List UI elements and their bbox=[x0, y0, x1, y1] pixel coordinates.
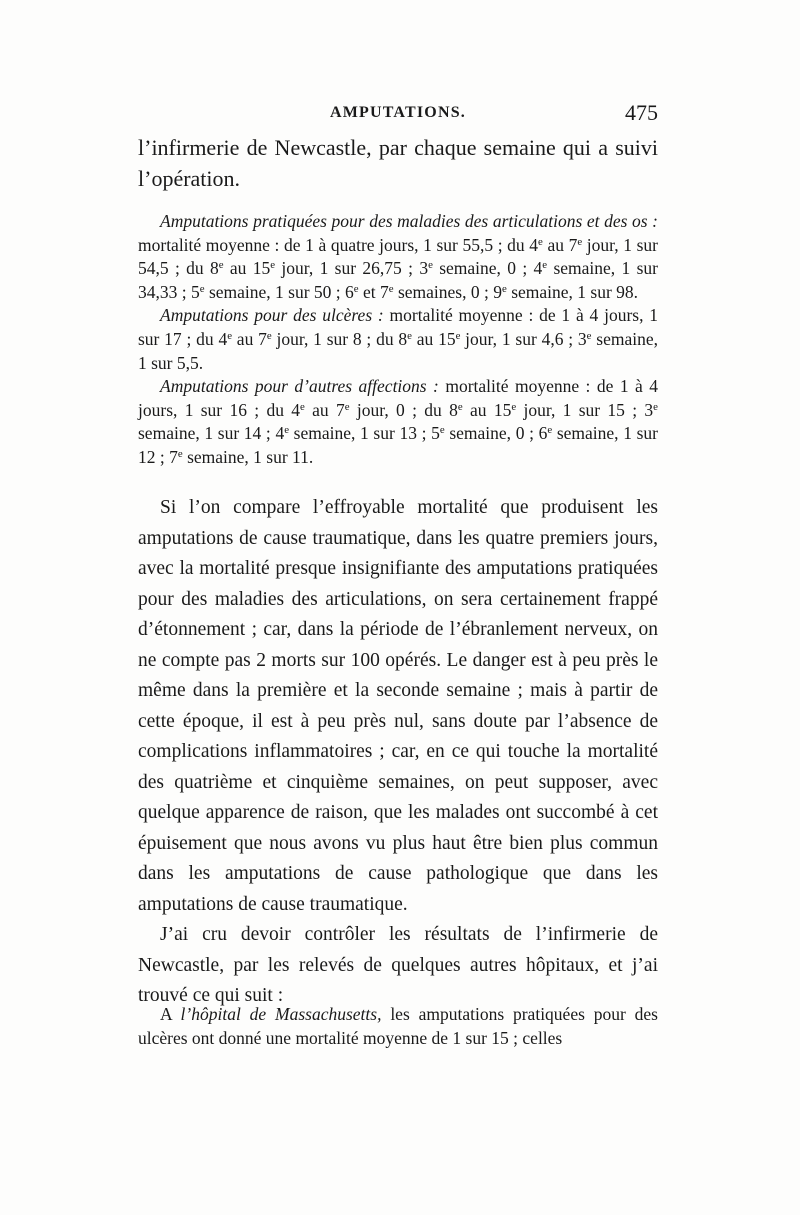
stat-articulations-text: mortalité moyenne : de 1 à quatre jours, 1 sur 55,5 ; du 4e au 7e jour, 1 sur 54,5 ; du 8e au 15e jour, 1 sur 26,75 ; 3e semaine, 0 ; 4e semaine, 1 sur 34,33 ; 5e semaine, 1 sur 50 ; 6e et 7e semaines, 0 ; 9e semaine, 1 sur 98. bbox=[138, 234, 658, 302]
massachusetts-lead: A bbox=[160, 1004, 181, 1024]
page-number: 475 bbox=[625, 100, 658, 125]
stat-autres-heading: Amputations pour d’autres affections : bbox=[160, 376, 439, 397]
stat-autres bbox=[138, 375, 658, 469]
stat-articulations bbox=[138, 210, 658, 304]
mortality-statistics bbox=[138, 210, 658, 470]
stat-ulceres-text: mortalité moyenne : de 1 à 4 jours, 1 sur 17 ; du 4e au 7e jour, 1 sur 8 ; du 8e au 15e jour, 1 sur 4,6 ; 3e semaine, 1 sur 5,5. bbox=[138, 305, 659, 373]
massachusetts-text: les amputations pratiquées pour des ulcères ont donné une mortalité moyenne de 1 sur 15 ; celles bbox=[138, 1004, 658, 1048]
page-header bbox=[138, 100, 658, 130]
main-body bbox=[138, 493, 658, 1012]
stat-ulceres-heading: Amputations pour des ulcères : bbox=[160, 305, 384, 326]
stat-articulations-heading: Amputations pratiquées pour des maladies des articulations et des os : bbox=[160, 211, 658, 231]
massachusetts-hospital: l’hôpital de Massachusetts, bbox=[180, 1004, 382, 1024]
body-paragraph-2: J’ai cru devoir contrôler les résultats de l’infirmerie de Newcastle, par les relevés de quelques autres hôpitaux, et j’ai trouvé ce qui suit : bbox=[138, 924, 658, 1006]
stat-ulceres bbox=[138, 304, 658, 375]
running-title: AMPUTATIONS. bbox=[329, 104, 467, 121]
massachusetts-paragraph bbox=[138, 1002, 658, 1050]
stat-autres-text: mortalité moyenne : de 1 à 4 jours, 1 sur 16 ; du 4e au 7e jour, 0 ; du 8e au 15e jour, 1 sur 15 ; 3e semaine, 1 sur 14 ; 4e semaine, 1 sur 13 ; 5e semaine, 0 ; 6e semaine, 1 sur 12 ; 7e semaine, 1 sur 11. bbox=[138, 376, 658, 467]
body-paragraph-1: Si l’on compare l’effroyable mortalité que produisent les amputations de cause traumatique, dans les quatre premiers jours, avec la mortalité presque insignifiante des amputations pratiquées pour des maladies des articulations, on sera certainement frappé d’étonnement ; car, dans la période de l’ébranlement nerveux, on ne compte pas 2 morts sur 100 opérés. Le danger est à peu près le même dans la première et la seconde semaine ; mais à partir de cette époque, il est à peu près nul, sans doute par l’absence de complications inflammatoires ; car, en ce qui touche la mortalité des quatrième et cinquième semaines, on peut supposer, avec quelque apparence de raison, que les malades ont succombé à cet épuisement que nous avons vu plus haut être bien plus commun dans les amputations de cause pathologique que dans les amputations de cause traumatique. bbox=[138, 497, 658, 915]
continuation-paragraph: l’infirmerie de Newcastle, par chaque semaine qui a suivi l’opération. bbox=[138, 135, 658, 191]
